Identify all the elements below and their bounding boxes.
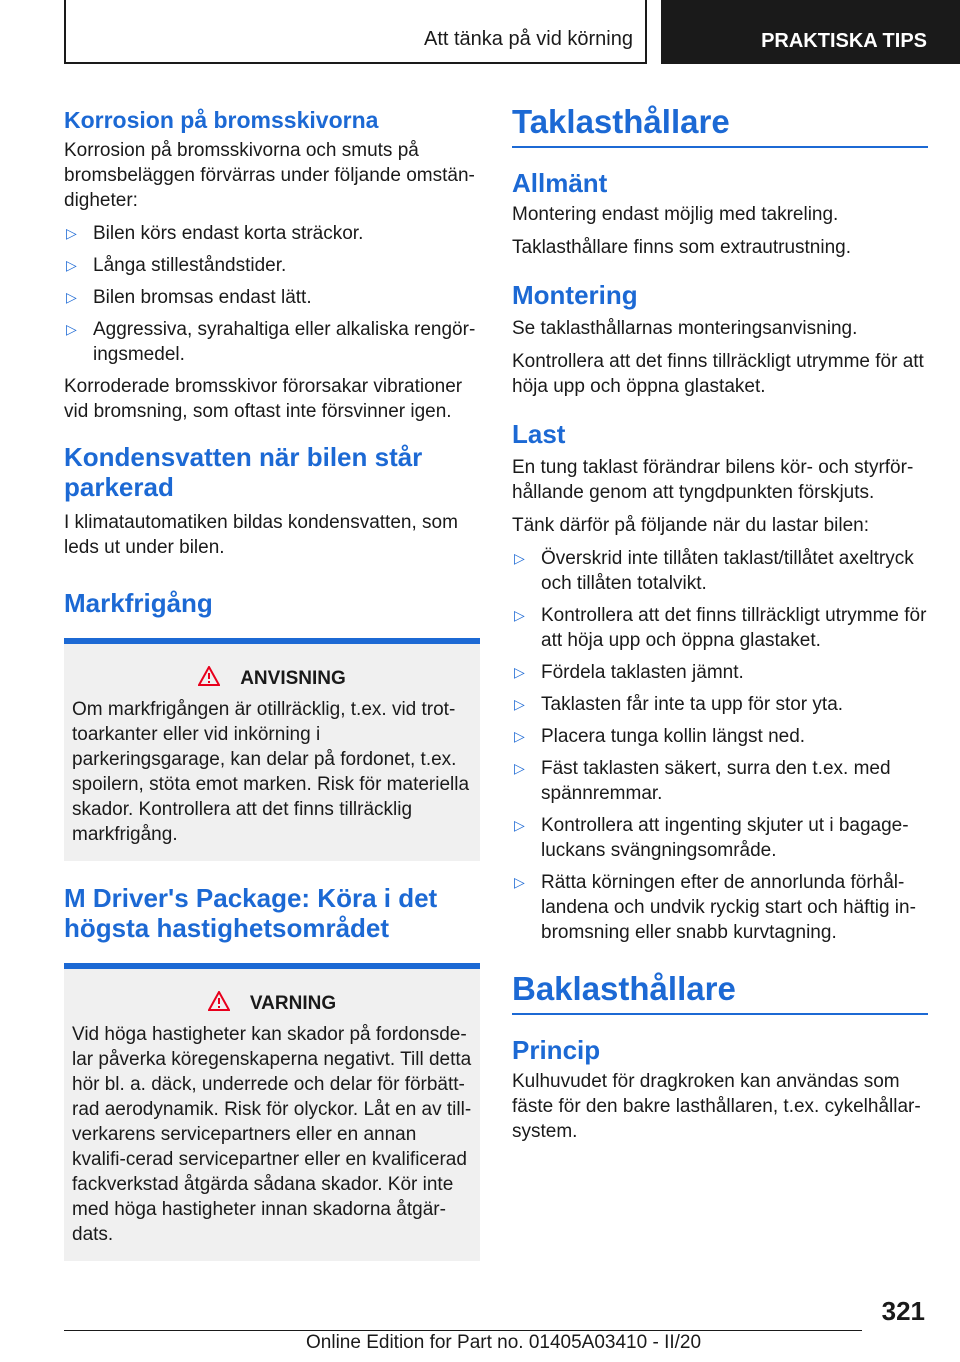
footer-edition: Online Edition for Part no. 01405A03410 - II/20 — [306, 1332, 702, 1353]
corrosion-list — [64, 221, 480, 367]
corrosion-intro: Korrosion på bromsskivorna och smuts på bromsbeläggen förvärras under följande omstän-digheter: — [64, 140, 475, 211]
section-title-principle: Princip — [512, 1035, 601, 1065]
triangle-bullet-icon: ▷ — [66, 289, 77, 305]
list-item: ▷ Bilen körs endast korta sträckor. — [66, 223, 364, 244]
triangle-bullet-icon: ▷ — [514, 728, 525, 744]
triangle-bullet-icon: ▷ — [514, 817, 525, 833]
notice-label: ANVISNING — [240, 668, 346, 689]
triangle-bullet-icon: ▷ — [514, 664, 525, 680]
triangle-bullet-icon: ▷ — [514, 874, 525, 890]
chapter-title-rear-rack: Baklasthållare — [512, 967, 928, 1015]
triangle-bullet-icon: ▷ — [514, 760, 525, 776]
header-section-box — [64, 0, 647, 64]
header-chapter-box — [661, 0, 960, 64]
list-item: ▷ Aggressiva, syrahaltiga eller alkaliska rengör-ingsmedel. — [66, 319, 476, 365]
right-column — [512, 100, 928, 1152]
list-item: ▷ Fördela taklasten jämnt. — [514, 662, 744, 683]
corrosion-outro: Korroderade bromsskivor förorsakar vibrationer vid bromsning, som oftast inte försvinner igen. — [64, 376, 463, 422]
list-item: ▷ Placera tunga kollin längst ned. — [514, 726, 806, 747]
condensation-text: I klimatautomatiken bildas kondensvatten, som leds ut under bilen. — [64, 512, 458, 558]
mounting-text-1: Se taklasthållarnas monteringsanvisning. — [512, 318, 858, 339]
section-title-ground-clearance: Markfrigång — [64, 588, 213, 618]
section-title-m-drivers-package: M Driver's Package: Köra i det högsta hastighetsområdet — [64, 883, 438, 943]
triangle-bullet-icon: ▷ — [66, 257, 77, 273]
page-number: 321 — [881, 1296, 925, 1326]
triangle-bullet-icon: ▷ — [66, 225, 77, 241]
load-text-2: Tänk därför på följande när du lastar bilen: — [512, 515, 869, 536]
section-title-corrosion: Korrosion på bromsskivorna — [64, 107, 379, 133]
header-chapter-title: PRAKTISKA TIPS — [761, 30, 927, 52]
warning-text: Vid höga hastigheter kan skador på fordonsde-lar påverka köregenskaperna negativt. Till detta hör bl. a. däck, underrede och delar för förbätt-rad aerodynamik. Risk för olyckor. Låt en av till-verkarens servicepartners eller en annan kvalifi-cerad servicepartner eller en kvalificerad fackverkstad åtgärda sådana skador. Kör inte med höga hastigheter innan skadorna åtgär-dats. — [72, 1024, 472, 1245]
load-text-1: En tung taklast förändrar bilens kör- och styrför-hållande genom att tyngdpunkten förskjuts. — [512, 457, 914, 503]
warning-triangle-icon — [198, 666, 220, 693]
warning-box — [64, 963, 480, 1261]
section-title-load: Last — [512, 419, 566, 449]
triangle-bullet-icon: ▷ — [514, 696, 525, 712]
section-title-mounting: Montering — [512, 280, 638, 310]
list-item: ▷ Kontrollera att det finns tillräckligt utrymme för att höja upp och öppna glastaket. — [514, 605, 927, 651]
triangle-bullet-icon: ▷ — [514, 550, 525, 566]
general-text-2: Taklasthållare finns som extrautrustning. — [512, 237, 851, 258]
load-list — [512, 546, 928, 945]
triangle-bullet-icon: ▷ — [66, 321, 77, 337]
warning-label: VARNING — [249, 993, 337, 1014]
list-item: ▷ Kontrollera att ingenting skjuter ut i bagage-luckans svängningsområde. — [514, 815, 909, 861]
section-title-condensation: Kondensvatten när bilen står parkerad — [64, 442, 423, 502]
list-item: ▷ Rätta körningen efter de annorlunda förhål-landena och undvik ryckig start och häftig in-bromsning eller snabb kurvtagning. — [514, 872, 916, 943]
list-item: ▷ Långa stilleståndstider. — [66, 255, 287, 276]
section-title-general: Allmänt — [512, 168, 608, 198]
footer-divider — [64, 1330, 862, 1331]
header-section-title: Att tänka på vid körning — [423, 28, 633, 50]
chapter-title-roof-rack: Taklasthållare — [512, 100, 928, 148]
general-text-1: Montering endast möjlig med takreling. — [512, 204, 839, 225]
principle-text: Kulhuvudet för dragkroken kan användas som fäste för den bakre lasthållaren, t.ex. cykelhållar-system. — [512, 1071, 921, 1142]
left-column — [64, 100, 480, 1283]
list-item: ▷ Fäst taklasten säkert, surra den t.ex. med spännremmar. — [514, 758, 891, 804]
warning-triangle-icon — [208, 991, 230, 1018]
mounting-text-2: Kontrollera att det finns tillräckligt utrymme för att höja upp och öppna glastaket. — [512, 351, 924, 397]
notice-text: Om markfrigången är otillräcklig, t.ex. vid trot-toarkanter eller vid inkörning i parkeringsgarage, kan delar på fordonet, t.ex. spoilern, stöta emot marken. Risk för materiella skador. Kontrollera att det finns tillräcklig markfrigång. — [72, 699, 470, 845]
list-item: ▷ Bilen bromsas endast lätt. — [66, 287, 312, 308]
list-item: ▷ Taklasten får inte ta upp för stor yta. — [514, 694, 844, 715]
notice-box — [64, 638, 480, 861]
list-item: ▷ Överskrid inte tillåten taklast/tillåtet axeltryck och tillåten totalvikt. — [514, 548, 914, 594]
triangle-bullet-icon: ▷ — [514, 607, 525, 623]
